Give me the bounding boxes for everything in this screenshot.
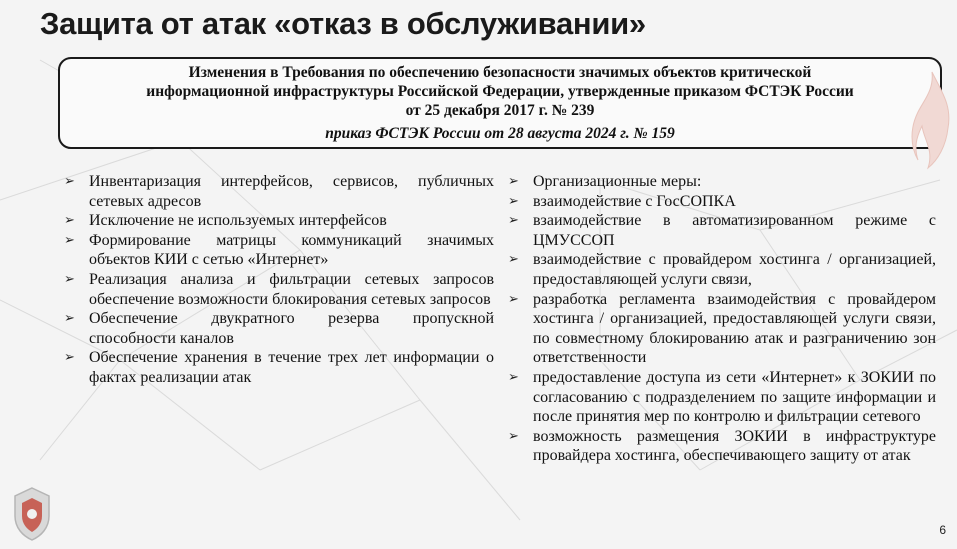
list-header: ➢ Организационные меры:: [508, 173, 702, 190]
list-item: ➢ Исключение не используемых интерфейсов: [64, 212, 387, 230]
list-item: ➢ взаимодействие с провайдером хостинга / организацией, предоставляющей услуги связи,: [508, 251, 936, 288]
list-item: ➢ Обеспечение хранения в течение трех лет информации о фактах реализации атак: [64, 349, 494, 386]
flame-decoration-icon: [910, 70, 954, 170]
technical-measures-list: [64, 172, 494, 388]
list-item: ➢ Формирование матрицы коммуникаций значимых объектов КИИ с сетью «Интернет»: [64, 231, 494, 269]
arrow-bullet-icon: ➢: [508, 252, 519, 268]
emblem-logo-icon: [9, 484, 55, 542]
slide-title: Защита от атак «отказ в обслуживании»: [40, 6, 646, 41]
arrow-bullet-icon: ➢: [64, 311, 75, 327]
arrow-bullet-icon: ➢: [508, 213, 519, 229]
arrow-bullet-icon: ➢: [64, 350, 75, 366]
arrow-bullet-icon: ➢: [508, 291, 519, 307]
arrow-bullet-icon: ➢: [508, 193, 519, 209]
arrow-bullet-icon: ➢: [508, 174, 519, 189]
doc-line-3: от 25 декабря 2017 г. № 239: [405, 102, 595, 119]
list-item: ➢ разработка регламента взаимодействия с провайдером хостинга / организацией, предоставляющей услуги связи, по совместному блокированию атак и разграничению зон ответственности: [508, 290, 936, 367]
list-item: ➢ Инвентаризация интерфейсов, сервисов, публичных сетевых адресов: [64, 173, 494, 210]
list-item: ➢ взаимодействие в автоматизированном режиме с ЦМУССОП: [508, 212, 936, 249]
arrow-bullet-icon: ➢: [508, 369, 519, 385]
list-item: ➢ взаимодействие с ГосСОПКА: [508, 192, 736, 210]
arrow-bullet-icon: ➢: [64, 271, 75, 287]
doc-line-2: информационной инфраструктуры Российской Федерации, утвержденные приказом ФСТЭК России: [146, 83, 854, 100]
arrow-bullet-icon: ➢: [64, 213, 75, 229]
doc-line-order: приказ ФСТЭК России от 28 августа 2024 г. № 159: [325, 125, 675, 142]
arrow-bullet-icon: ➢: [64, 232, 75, 248]
arrow-bullet-icon: ➢: [508, 428, 519, 444]
doc-line-1: Изменения в Требования по обеспечению безопасности значимых объектов критической: [188, 64, 812, 81]
list-item: ➢ предоставление доступа из сети «Интернет» к ЗОКИИ по согласованию с подразделением по защите информации и после принятия мер по контролю и фильтрации сетевого: [508, 368, 936, 426]
list-item: ➢ Обеспечение двукратного резерва пропускной способности каналов: [64, 310, 494, 347]
list-item: ➢ возможность размещения ЗОКИИ в инфраструктуре провайдера хостинга, обеспечивающего защиту от атак: [508, 427, 936, 465]
list-item: ➢ Реализация анализа и фильтрации сетевых запросов обеспечение возможности блокирования сетевых запросов: [64, 270, 494, 308]
document-reference-box: [58, 57, 942, 149]
arrow-bullet-icon: ➢: [64, 174, 75, 189]
page-number: 6: [939, 523, 946, 537]
organizational-measures-list: [508, 172, 936, 466]
